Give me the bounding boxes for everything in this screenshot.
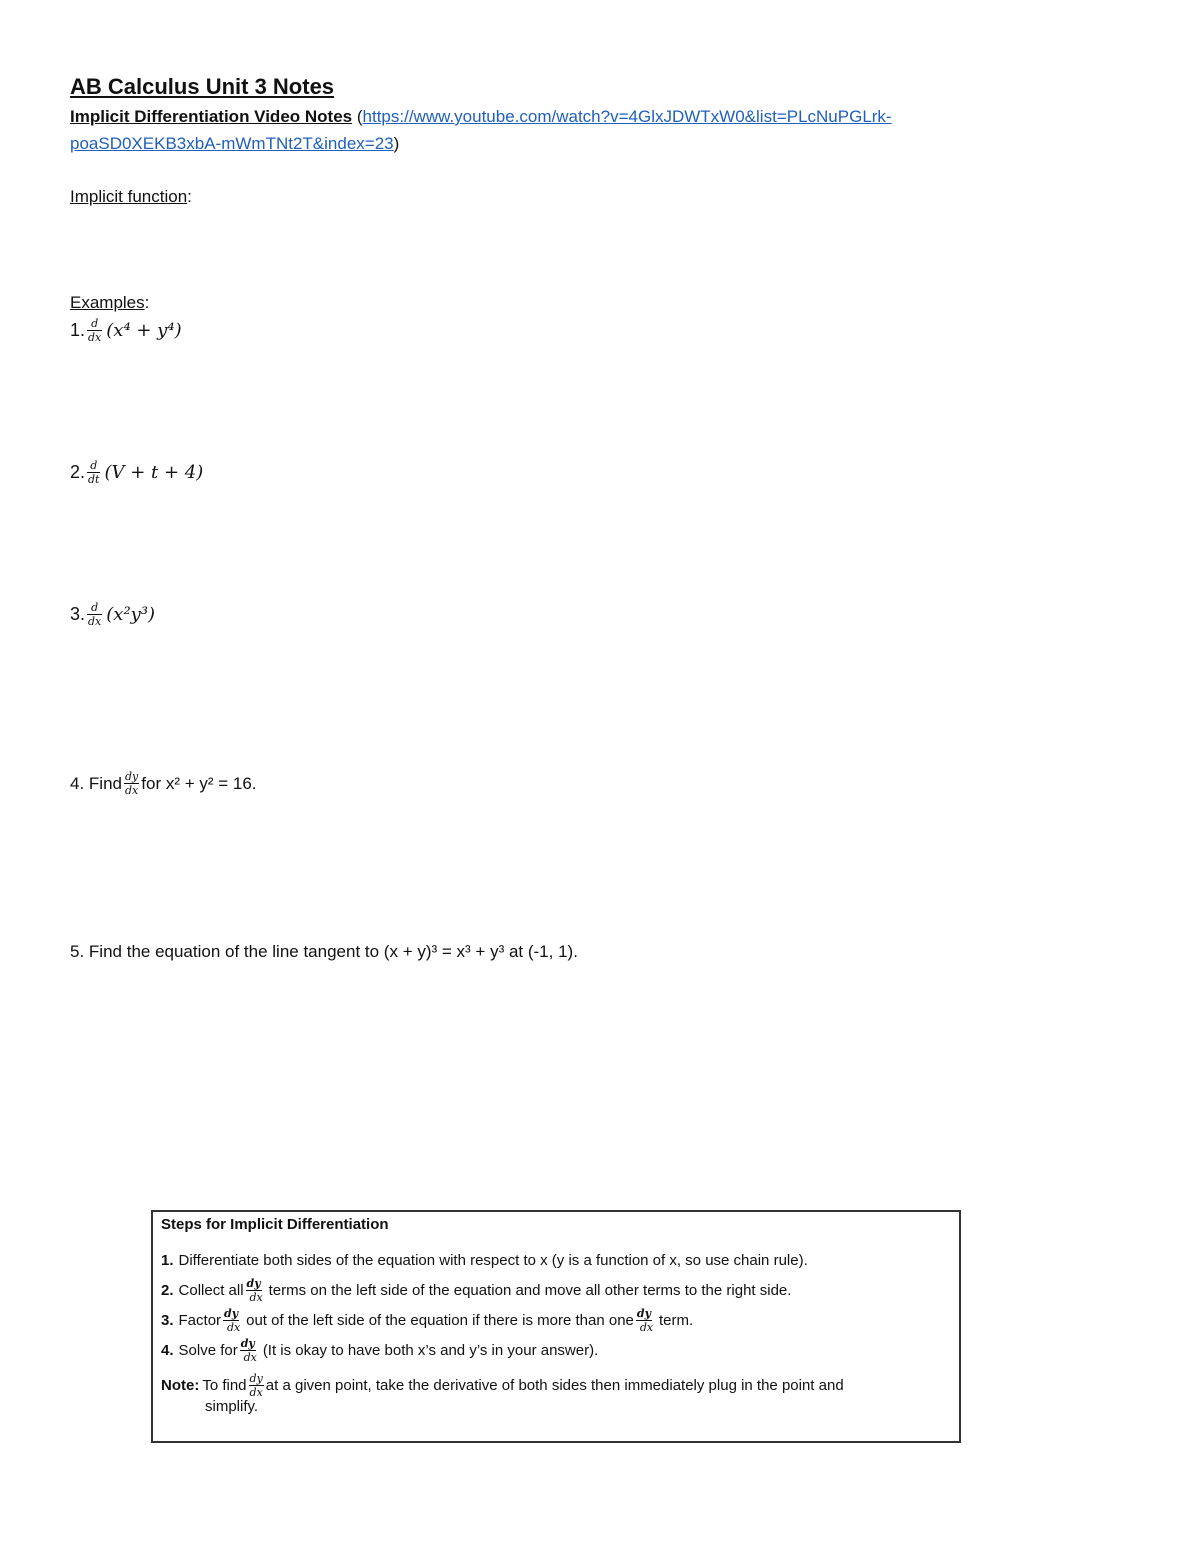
example-1-op-den: dx [88, 331, 102, 344]
implicit-function-colon: : [187, 187, 192, 206]
example-3-op-num: d [87, 602, 102, 615]
example-1-op-num: d [87, 318, 102, 331]
example-4-number: 4. [70, 773, 85, 793]
note-continuation: simplify. [205, 1398, 259, 1415]
note-pre: To find [202, 1377, 247, 1394]
step-3-fraction-a [223, 1308, 244, 1333]
example-2-op-num: d [87, 460, 100, 473]
page-title: AB Calculus Unit 3 Notes [70, 74, 335, 99]
example-3-operator [87, 602, 102, 627]
examples-label: Examples [70, 293, 145, 312]
video-notes-label: Implicit Differentiation Video Notes [70, 107, 353, 126]
example-3-number: 3. [70, 604, 86, 624]
step-1 [161, 1245, 951, 1275]
example-1-number: 1. [70, 320, 86, 340]
step-4-fraction [240, 1338, 261, 1363]
step-2-frac-den: dx [249, 1290, 263, 1304]
example-2-op-den: dt [88, 473, 100, 486]
note-post: at a given point, take the derivative of both sides then immediately plug in the point and [265, 1377, 844, 1394]
steps-box [151, 1210, 961, 1443]
example-4-fraction [124, 771, 139, 796]
video-link[interactable]: https://www.youtube.com/watch?v=4GlxJDWTxW0&list=PLcNuPGLrk- [362, 107, 892, 126]
note-row [161, 1373, 951, 1398]
step-3-frac-a-den: dx [226, 1320, 241, 1334]
implicit-function-heading [70, 187, 192, 207]
step-2-frac-num: dy [246, 1276, 261, 1290]
example-5-text: Find the equation of the line tangent to (x + y)³ = x³ + y³ at (-1, 1). [88, 942, 578, 961]
step-3-frac-b-num: dy [636, 1306, 651, 1320]
step-3-post: term. [658, 1311, 694, 1329]
examples-colon: : [144, 293, 150, 312]
open-paren: ( [356, 107, 363, 126]
example-1-expression: (x⁴ + y⁴) [106, 320, 182, 341]
example-3 [70, 602, 155, 627]
example-3-expression: (x²y³) [106, 604, 156, 625]
step-4-frac-den: dx [243, 1350, 257, 1364]
close-paren: ) [393, 134, 400, 153]
example-4-lead: Find [88, 773, 122, 793]
example-4-frac-den: dx [125, 784, 139, 797]
implicit-function-label: Implicit function [70, 187, 188, 206]
note-frac-den: dx [249, 1386, 263, 1399]
step-3-fraction-b [636, 1308, 657, 1333]
note-label: Note: [161, 1377, 200, 1394]
step-1-text: Differentiate both sides of the equation with respect to x (y is a function of x, so use chain rule). [178, 1251, 808, 1269]
step-4-frac-num: dy [240, 1336, 255, 1350]
step-3-frac-b-den: dx [639, 1320, 654, 1334]
step-4-number: 4. [161, 1341, 174, 1359]
example-2 [70, 460, 203, 485]
step-4 [161, 1335, 951, 1365]
example-4-frac-num: dy [125, 770, 139, 783]
step-2 [161, 1275, 951, 1305]
step-2-post: terms on the left side of the equation and move all other terms to the right side. [268, 1281, 792, 1299]
example-5 [70, 942, 578, 962]
example-1-operator [87, 318, 102, 343]
step-3-pre: Factor [178, 1311, 222, 1329]
video-notes-line [70, 107, 892, 127]
step-3-mid: out of the left side of the equation if there is more than one [246, 1311, 634, 1329]
video-link-line2 [70, 134, 399, 154]
note-frac-num: dy [249, 1372, 263, 1385]
step-3 [161, 1305, 951, 1335]
video-link-continued[interactable]: poaSD0XEKB3xbA-mWmTNt2T&index=23 [70, 134, 394, 153]
example-2-number: 2. [70, 462, 86, 482]
step-3-number: 3. [161, 1311, 174, 1329]
step-4-pre: Solve for [178, 1341, 238, 1359]
example-5-number: 5. [70, 942, 85, 961]
step-2-pre: Collect all [178, 1281, 244, 1299]
step-2-fraction [246, 1278, 267, 1303]
example-1 [70, 318, 182, 343]
example-3-op-den: dx [88, 615, 102, 628]
example-2-operator [87, 460, 100, 485]
examples-heading [70, 293, 149, 313]
example-2-expression: (V + t + 4) [104, 462, 204, 483]
example-4 [70, 771, 257, 796]
step-2-number: 2. [161, 1281, 174, 1299]
steps-title: Steps for Implicit Differentiation [161, 1216, 389, 1233]
step-3-frac-a-num: dy [224, 1306, 239, 1320]
note-fraction [249, 1373, 264, 1398]
step-4-post: (It is okay to have both x’s and y’s in your answer). [262, 1341, 599, 1359]
step-1-number: 1. [161, 1251, 174, 1269]
example-4-trail: for x² + y² = 16. [141, 773, 257, 793]
